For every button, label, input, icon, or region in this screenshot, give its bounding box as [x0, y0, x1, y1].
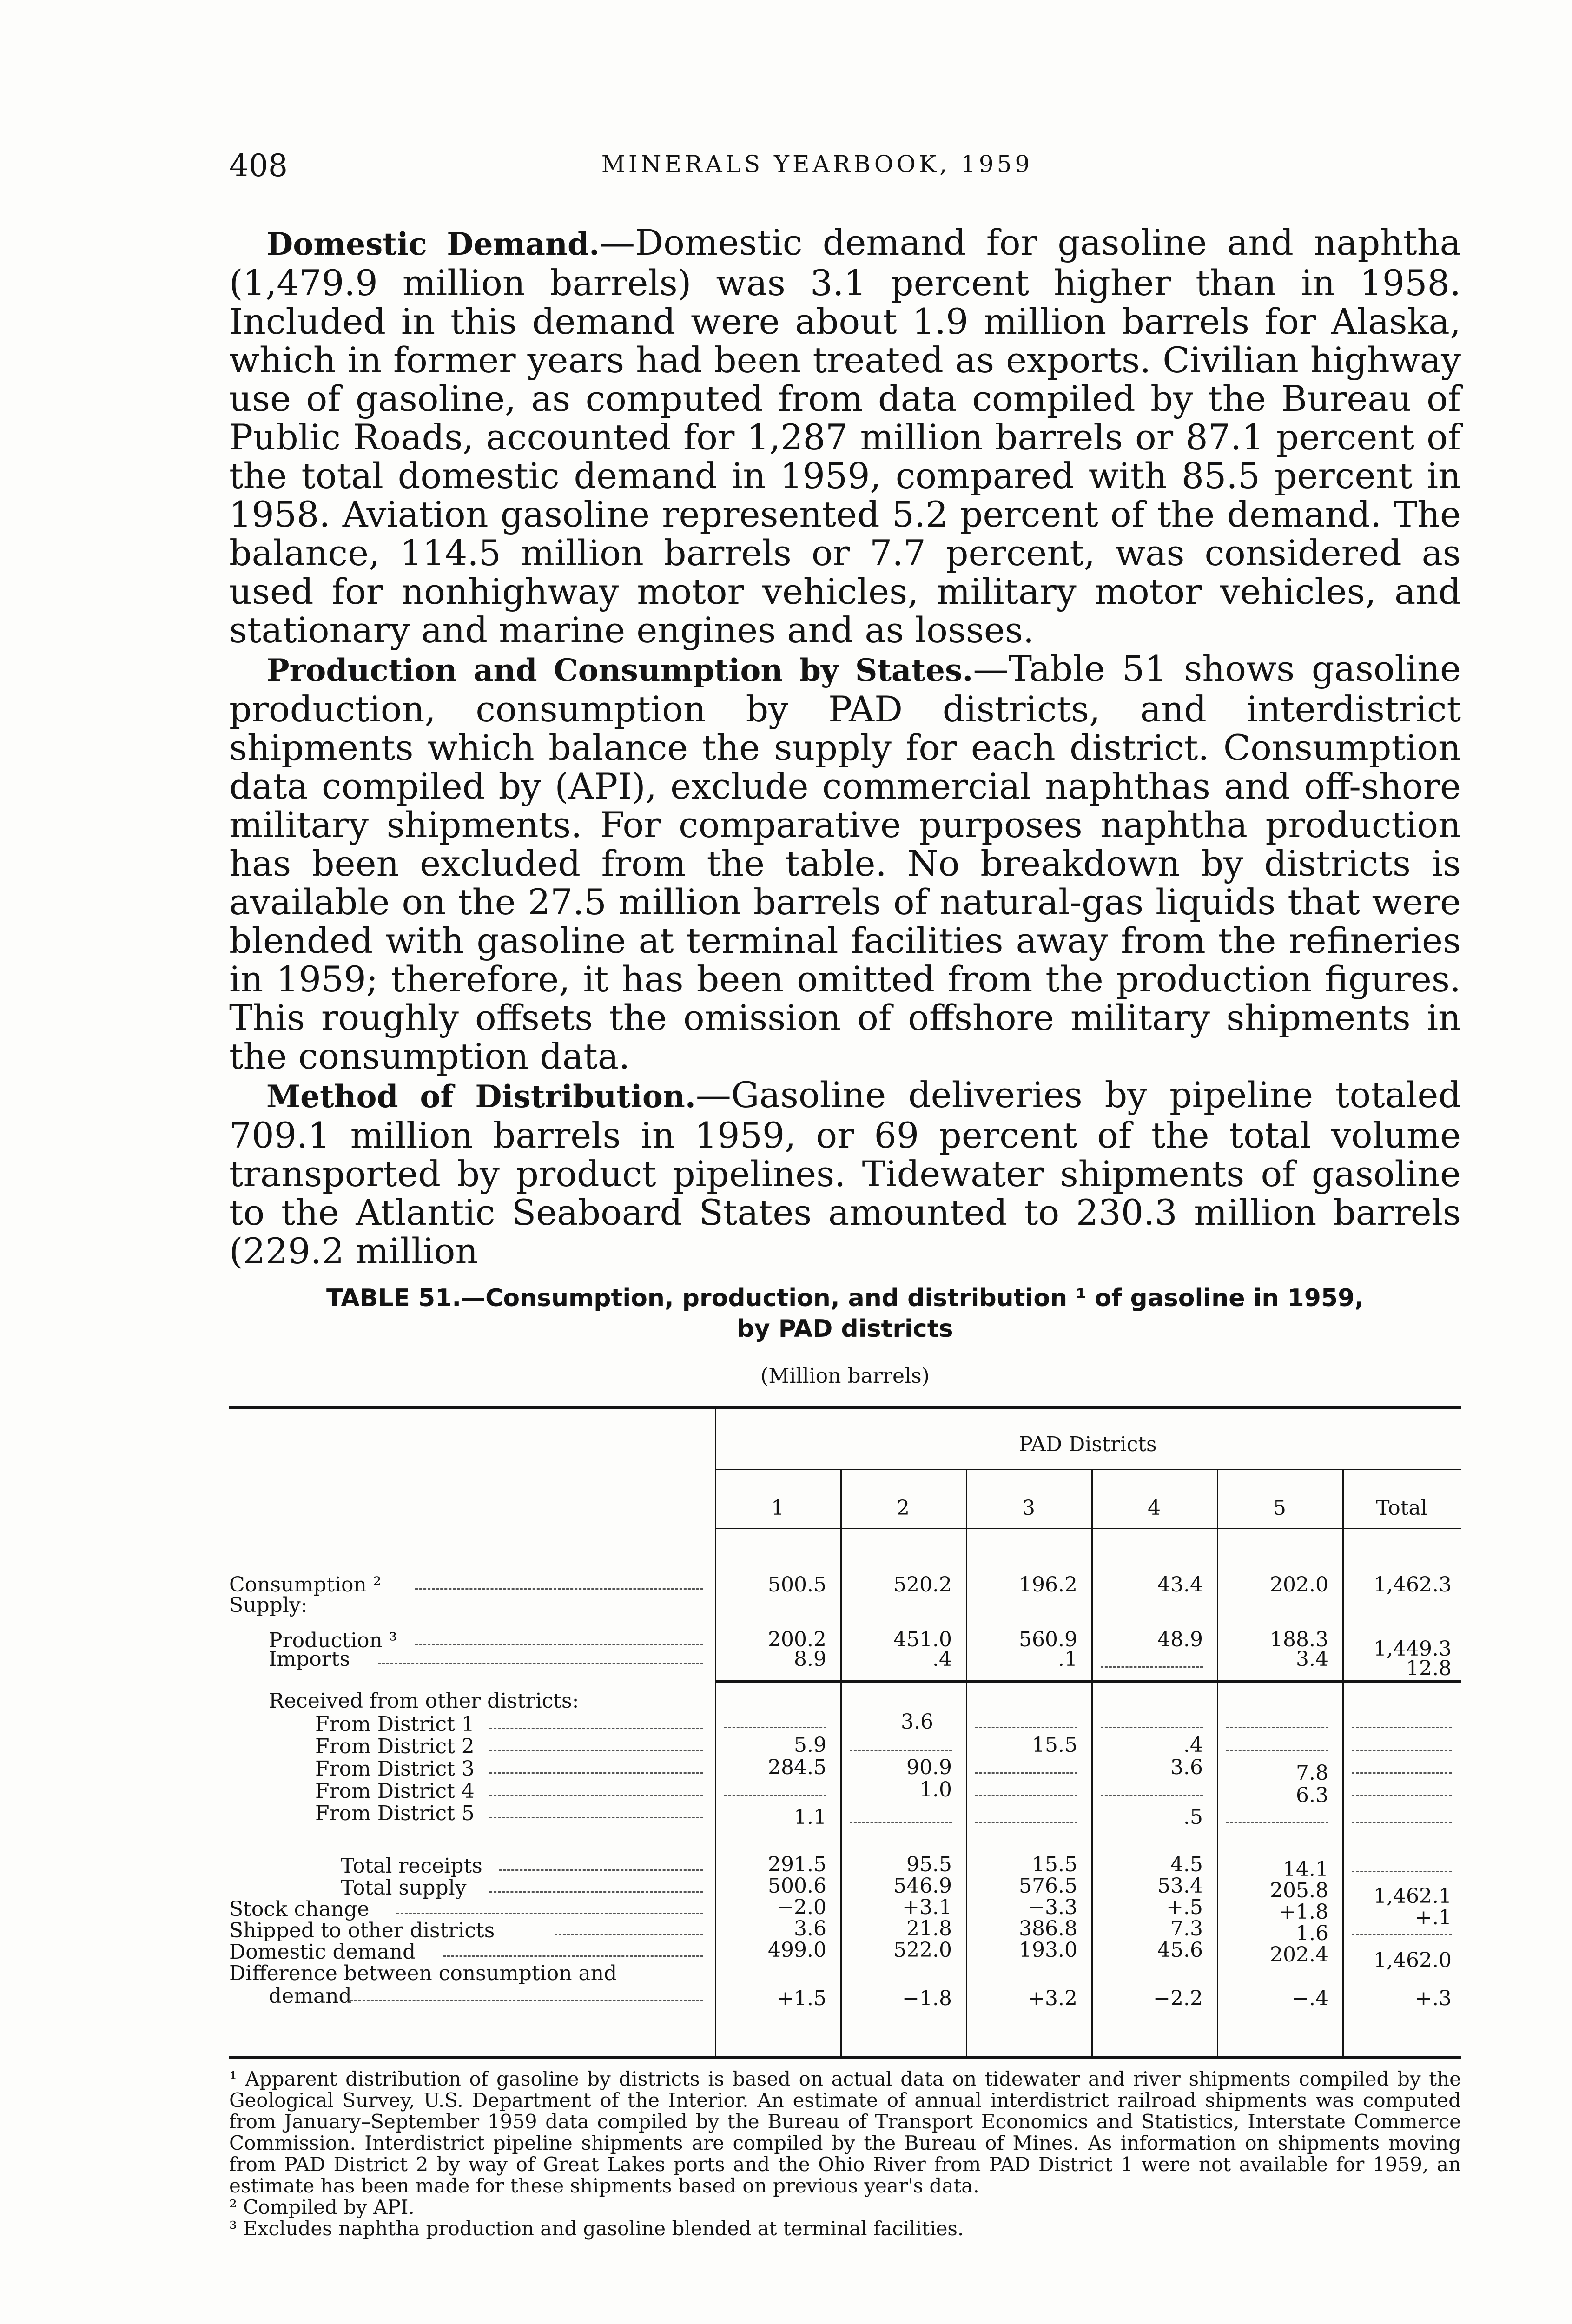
data-table: [229, 1406, 1461, 2061]
cell-domestic-demand-d1: 499.0: [768, 1938, 826, 1962]
row-label-shipped: Shipped to other districts: [229, 1919, 495, 1942]
cell-production-total: 1,449.3: [1374, 1637, 1452, 1661]
cell-total-supply-d1: 500.6: [768, 1874, 826, 1898]
cell-shipped-d1: 3.6: [794, 1917, 826, 1941]
empty-cell-dash: [1352, 1750, 1452, 1751]
row-label-from-district-5: From District 5: [315, 1802, 475, 1825]
cell-production-d4: 48.9: [1157, 1628, 1203, 1651]
empty-cell-dash: [1352, 1727, 1452, 1728]
row-label-production: Production ³: [269, 1629, 397, 1652]
empty-cell-dash: [850, 1822, 952, 1823]
row-label-from-district-1: From District 1: [315, 1712, 475, 1736]
leader: [443, 1955, 703, 1957]
leader: [489, 1817, 703, 1818]
row-label-stock-change: Stock change: [229, 1897, 370, 1921]
cell-imports-total: 12.8: [1406, 1657, 1452, 1680]
cell-from3-d5: 7.8: [1296, 1761, 1328, 1785]
cell-from2-d1: 5.9: [794, 1733, 826, 1757]
cell-difference-d4: −2.2: [1153, 1987, 1203, 2010]
footnote-3: ³ Excludes naphtha production and gasoline blended at terminal facilities.: [229, 2217, 964, 2240]
supply-double-rule: [715, 1680, 1461, 1683]
group-header: PAD Districts: [1019, 1433, 1157, 1456]
empty-cell-dash: [1101, 1795, 1203, 1796]
paragraph-lead: Production and Consumption by States.: [266, 652, 973, 688]
cell-difference-d5: −.4: [1292, 1987, 1328, 2010]
leader: [489, 1750, 703, 1751]
empty-cell-dash: [724, 1795, 826, 1796]
row-label-from-district-2: From District 2: [315, 1735, 475, 1758]
cell-imports-d3: .1: [1058, 1647, 1077, 1671]
empty-cell-dash: [1101, 1666, 1203, 1668]
empty-cell-dash: [1226, 1750, 1328, 1751]
cell-stock-change-d5: +1.8: [1279, 1900, 1328, 1924]
empty-cell-dash: [1226, 1822, 1328, 1823]
paragraph-text: —Table 51 shows gasoline production, consumption by PAD districts, and interdistrict shipments which balance the supply for each district. Consumption data compiled by (API), exclude commercial naphthas and off-shore military shipments. For comparative purposes naphtha production has been excluded from the table. No breakdown by districts is available on the 27.5 million barrels of natural-gas liquids that were blended with gasoline at terminal facilities away from the refineries in 1959; therefore, it has been omitted from the production figures. This roughly offsets the omission of offshore military shipments in the consumption data.: [229, 648, 1461, 1077]
cell-shipped-d3: 386.8: [1019, 1917, 1077, 1941]
cell-domestic-demand-d5: 202.4: [1270, 1943, 1328, 1967]
leader: [415, 1588, 703, 1590]
cell-from2-d4: .4: [1183, 1733, 1203, 1757]
empty-cell-dash: [1352, 1772, 1452, 1774]
cell-difference-d2: −1.8: [902, 1987, 952, 2010]
column-header: 4: [1148, 1496, 1161, 1520]
running-title: MINERALS YEARBOOK, 1959: [601, 151, 1033, 178]
cell-stock-change-d4: +.5: [1166, 1895, 1203, 1919]
paragraph-text: —Domestic demand for gasoline and naphtha (1,479.9 million barrels) was 3.1 percent higher than in 1958. Included in this demand were about 1.9 million barrels for Alaska, which in former years had been treated as exports. Civilian highway use of gasoline, as computed from data compiled by the Bureau of Public Roads, accounted for 1,287 million barrels or 87.1 percent of the total domestic demand in 1959, compared with 85.5 percent in 1958. Aviation gasoline represented 5.2 percent of the demand. The balance, 114.5 million barrels or 7.7 percent, was considered as used for nonhighway motor vehicles, military motor vehicles, and stationary and marine engines and as losses.: [229, 222, 1461, 651]
cell-imports-d5: 3.4: [1296, 1647, 1328, 1671]
cell-production-d1: 200.2: [768, 1628, 826, 1651]
cell-imports-d2: .4: [932, 1647, 952, 1671]
cell-stock-change-d1: −2.0: [777, 1895, 826, 1919]
cell-from4-d2: 1.0: [919, 1778, 952, 1802]
empty-cell-dash: [975, 1772, 1077, 1774]
row-label-from-district-4: From District 4: [315, 1779, 475, 1803]
table-caption-line2: by PAD districts: [737, 1315, 953, 1343]
footnote-2: ² Compiled by API.: [229, 2196, 415, 2218]
empty-cell-dash: [1352, 1871, 1452, 1872]
row-label-imports: Imports: [269, 1647, 350, 1671]
cell-total-supply-d2: 546.9: [893, 1874, 952, 1898]
cell-production-d5: 188.3: [1270, 1628, 1328, 1651]
cell-from1-d2: 3.6: [901, 1710, 933, 1734]
row-label-difference-cont: demand: [269, 1984, 352, 2008]
empty-cell-dash: [1352, 1934, 1452, 1935]
leader: [489, 1891, 703, 1893]
footnotes: [229, 2068, 1461, 2239]
cell-imports-d1: 8.9: [794, 1647, 826, 1671]
row-label-domestic-demand: Domestic demand: [229, 1940, 416, 1964]
leader: [415, 1644, 703, 1645]
cell-consumption-d3: 196.2: [1019, 1573, 1077, 1597]
cell-stock-change-d2: +3.1: [902, 1895, 952, 1919]
leader: [489, 1795, 703, 1796]
cell-consumption-d4: 43.4: [1157, 1573, 1203, 1597]
cell-total-supply-d4: 53.4: [1157, 1874, 1203, 1898]
leader: [489, 1772, 703, 1774]
page-number: 408: [229, 148, 288, 184]
body-text: [229, 223, 1461, 1270]
column-divider: [966, 1469, 967, 2056]
row-label-total-receipts: Total receipts: [341, 1854, 482, 1878]
cell-difference-total: +.3: [1415, 1987, 1452, 2010]
empty-cell-dash: [1101, 1727, 1203, 1728]
cell-from3-d1: 284.5: [768, 1756, 826, 1779]
page-header: [229, 148, 1461, 199]
empty-cell-dash: [975, 1727, 1077, 1728]
paragraph-lead: Method of Distribution.: [266, 1078, 696, 1115]
paragraph-lead: Domestic Demand.: [266, 226, 600, 262]
cell-total-receipts-d4: 4.5: [1170, 1853, 1203, 1876]
cell-from3-d2: 90.9: [906, 1756, 952, 1779]
cell-production-d3: 560.9: [1019, 1628, 1077, 1651]
row-label-consumption: Consumption ²: [229, 1573, 382, 1597]
cell-total-receipts-d2: 95.5: [906, 1853, 952, 1876]
cell-total-supply-d3: 576.5: [1019, 1874, 1077, 1898]
column-header: Total: [1376, 1496, 1427, 1520]
row-label-difference: Difference between consumption and: [229, 1961, 617, 1985]
leader: [555, 1934, 703, 1935]
row-label-supply: Supply:: [229, 1593, 308, 1617]
cell-domestic-demand-d3: 193.0: [1019, 1938, 1077, 1962]
cell-from2-d3: 15.5: [1032, 1733, 1077, 1757]
table-unit: (Million barrels): [760, 1364, 930, 1388]
column-header-divider: [715, 1528, 1461, 1529]
cell-total-supply-total: 1,462.1: [1374, 1884, 1452, 1908]
column-header: 5: [1273, 1496, 1286, 1520]
leader: [499, 1869, 703, 1871]
leader: [396, 1913, 703, 1914]
cell-stock-change-d3: −3.3: [1028, 1895, 1077, 1919]
leader: [489, 1728, 703, 1729]
cell-difference-d1: +1.5: [777, 1987, 826, 2010]
paragraph-production-consumption: [229, 649, 1461, 1076]
cell-total-receipts-d3: 15.5: [1032, 1853, 1077, 1876]
cell-production-d2: 451.0: [893, 1628, 952, 1651]
header-divider: [715, 1469, 1461, 1470]
paragraph-domestic-demand: [229, 223, 1461, 649]
cell-shipped-d5: 1.6: [1296, 1921, 1328, 1945]
footnote-1: ¹ Apparent distribution of gasoline by districts is based on actual data on tidewater and river shipments compiled by the Geological Survey, U.S. Department of the Interior. An estimate of annual interdistrict railroad shipments was computed from January–September 1959 data compiled by the Bureau of Transport Economics and Statistics, Interstate Commerce Commission. Interdistrict pipeline shipments are compiled by the Bureau of Mines. As information on shipments moving from PAD District 2 by way of Great Lakes ports and the Ohio River from PAD District 1 were not available for 1959, an estimate has been made for these shipments based on previous year's data.: [229, 2067, 1461, 2197]
empty-cell-dash: [724, 1727, 826, 1728]
row-label-total-supply: Total supply: [341, 1876, 467, 1900]
table-caption-line1: TABLE 51.—Consumption, production, and distribution ¹ of gasoline in 1959,: [326, 1284, 1364, 1312]
cell-shipped-d4: 7.3: [1170, 1917, 1203, 1941]
cell-domestic-demand-total: 1,462.0: [1374, 1948, 1452, 1972]
empty-cell-dash: [1226, 1727, 1328, 1728]
cell-from3-d4: 3.6: [1170, 1756, 1203, 1779]
empty-cell-dash: [975, 1822, 1077, 1823]
paragraph-method-distribution: [229, 1076, 1461, 1270]
empty-cell-dash: [850, 1750, 952, 1751]
cell-from5-d1: 1.1: [794, 1805, 826, 1829]
cell-total-receipts-d5: 14.1: [1283, 1857, 1328, 1881]
cell-stock-change-total: +.1: [1415, 1906, 1452, 1929]
empty-cell-dash: [975, 1795, 1077, 1796]
cell-consumption-total: 1,462.3: [1374, 1573, 1452, 1597]
column-header: 1: [771, 1496, 784, 1520]
cell-domestic-demand-d4: 45.6: [1157, 1938, 1203, 1962]
leader: [378, 1663, 703, 1664]
cell-consumption-d1: 500.5: [768, 1573, 826, 1597]
cell-consumption-d5: 202.0: [1270, 1573, 1328, 1597]
table-bottom-rule: [229, 2056, 1461, 2059]
empty-cell-dash: [1352, 1822, 1452, 1823]
cell-shipped-d2: 21.8: [906, 1917, 952, 1941]
empty-cell-dash: [1352, 1795, 1452, 1796]
cell-domestic-demand-d2: 522.0: [893, 1938, 952, 1962]
paragraph-text: —Gasoline deliveries by pipeline totaled 709.1 million barrels in 1959, or 69 percent of the total volume transported by product pipelines. Tidewater shipments of gasoline to the Atlantic Seaboard States amounted to 230.3 million barrels (229.2 million: [229, 1074, 1461, 1272]
table-top-rule: [229, 1406, 1461, 1409]
leader: [350, 2000, 703, 2001]
row-label-from-district-3: From District 3: [315, 1757, 475, 1781]
cell-consumption-d2: 520.2: [893, 1573, 952, 1597]
table-caption: [229, 1283, 1461, 1344]
cell-total-receipts-d1: 291.5: [768, 1853, 826, 1876]
column-header: 3: [1022, 1496, 1035, 1520]
cell-from5-d4: .5: [1183, 1805, 1203, 1829]
row-label-received: Received from other districts:: [269, 1689, 579, 1713]
cell-from4-d5: 6.3: [1296, 1783, 1328, 1807]
column-header: 2: [897, 1496, 910, 1520]
cell-difference-d3: +3.2: [1028, 1987, 1077, 2010]
cell-total-supply-d5: 205.8: [1270, 1879, 1328, 1902]
